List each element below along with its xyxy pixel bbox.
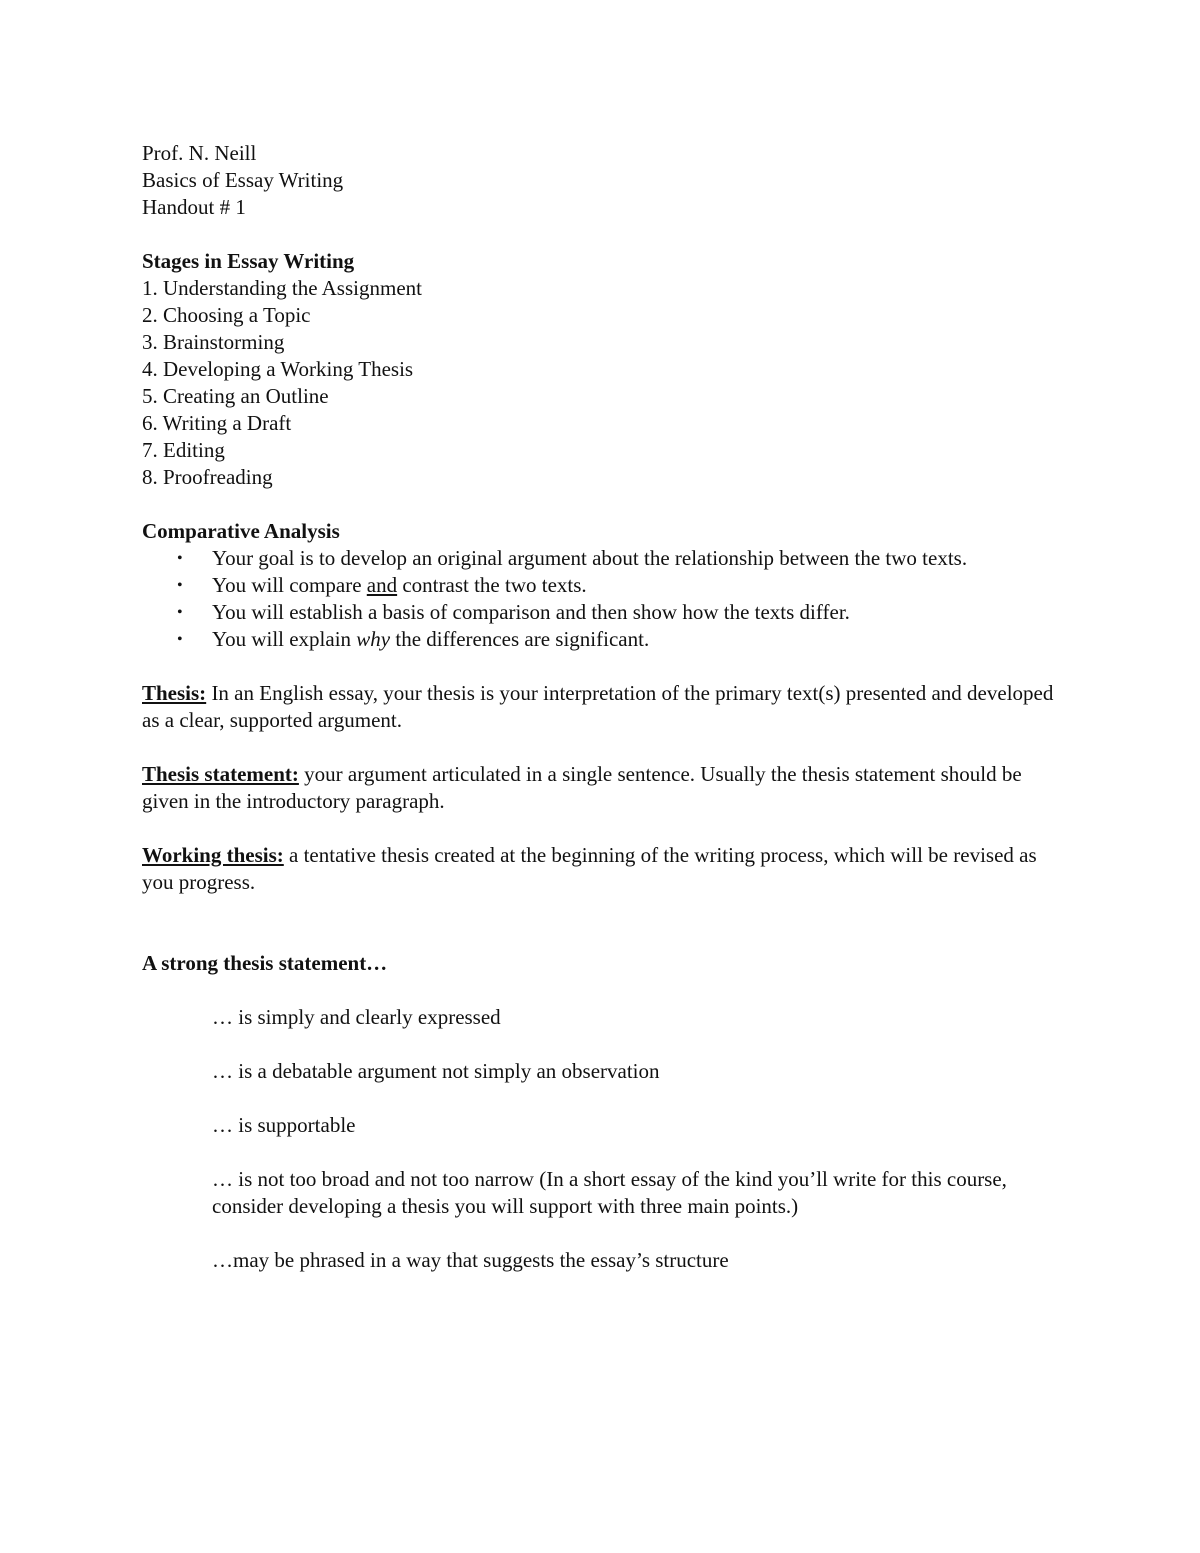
spacer [142, 734, 1062, 761]
stages-heading: Stages in Essay Writing [142, 249, 355, 273]
strong-thesis-list [212, 1004, 1062, 1274]
bullet-item [142, 626, 1062, 653]
handout-number: Handout # 1 [142, 195, 246, 219]
bullet-text: You will explain [212, 627, 357, 651]
stage-item: 8. Proofreading [142, 465, 273, 489]
definition-text: a tentative thesis created at the beginning of the writing process, which will be revised as you progress. [142, 843, 1037, 894]
bullet-icon: • [177, 631, 183, 648]
spacer [142, 815, 1062, 842]
definition-term: Thesis: [142, 681, 207, 705]
strong-thesis-item: … is not too broad and not too narrow (In a short essay of the kind you’ll write for this course, consider developing a thesis you will support with three main points.) [212, 1167, 1007, 1218]
spacer [142, 491, 1062, 518]
stages-section [142, 248, 1062, 491]
stage-item: 6. Writing a Draft [142, 411, 292, 435]
bullet-item [142, 572, 1062, 599]
stage-item: 5. Creating an Outline [142, 384, 329, 408]
working-thesis-definition [142, 842, 1062, 896]
document-page [142, 140, 1062, 1301]
definition-term: Working thesis: [142, 843, 284, 867]
definition-text: your argument articulated in a single sentence. Usually the thesis statement should be given in the introductory paragraph. [142, 762, 1022, 813]
strong-thesis-heading: A strong thesis statement… [142, 951, 388, 975]
comparative-heading: Comparative Analysis [142, 519, 340, 543]
stage-item: 2. Choosing a Topic [142, 303, 311, 327]
strong-thesis-item: … is a debatable argument not simply an observation [212, 1059, 660, 1083]
bullet-text: contrast the two texts. [397, 573, 587, 597]
bullet-text: Your goal is to develop an original argument about the relationship between the two texts. [212, 546, 968, 570]
thesis-definition [142, 680, 1062, 734]
bullet-icon: • [177, 577, 183, 594]
professor-name: Prof. N. Neill [142, 141, 257, 165]
bullet-text: the differences are significant. [390, 627, 650, 651]
spacer [142, 653, 1062, 680]
definition-term: Thesis statement: [142, 762, 299, 786]
bullet-item [142, 599, 1062, 626]
definition-text: In an English essay, your thesis is your interpretation of the primary text(s) presented and developed as a clear, supported argument. [142, 681, 1054, 732]
bullet-text: You will compare [212, 573, 367, 597]
thesis-statement-definition [142, 761, 1062, 815]
spacer [142, 977, 1062, 1004]
strong-thesis-section [142, 950, 1062, 1274]
bullet-text: You will establish a basis of comparison and then show how the texts differ. [212, 600, 850, 624]
stage-item: 1. Understanding the Assignment [142, 276, 422, 300]
spacer [142, 896, 1062, 950]
bullet-item [142, 545, 1062, 572]
bullet-emphasis: why [356, 627, 391, 651]
comparative-section [142, 518, 1062, 653]
comparative-bullet-list [142, 545, 1062, 653]
stage-item: 3. Brainstorming [142, 330, 285, 354]
strong-thesis-item: … is supportable [212, 1113, 356, 1137]
stage-item: 4. Developing a Working Thesis [142, 357, 414, 381]
bullet-icon: • [177, 550, 183, 567]
document-header [142, 140, 1062, 221]
strong-thesis-item: … is simply and clearly expressed [212, 1005, 501, 1029]
bullet-emphasis: and [366, 573, 398, 597]
course-title: Basics of Essay Writing [142, 168, 344, 192]
spacer [142, 221, 1062, 248]
stage-item: 7. Editing [142, 438, 225, 462]
bullet-icon: • [177, 604, 183, 621]
strong-thesis-item: …may be phrased in a way that suggests the essay’s structure [212, 1248, 729, 1272]
